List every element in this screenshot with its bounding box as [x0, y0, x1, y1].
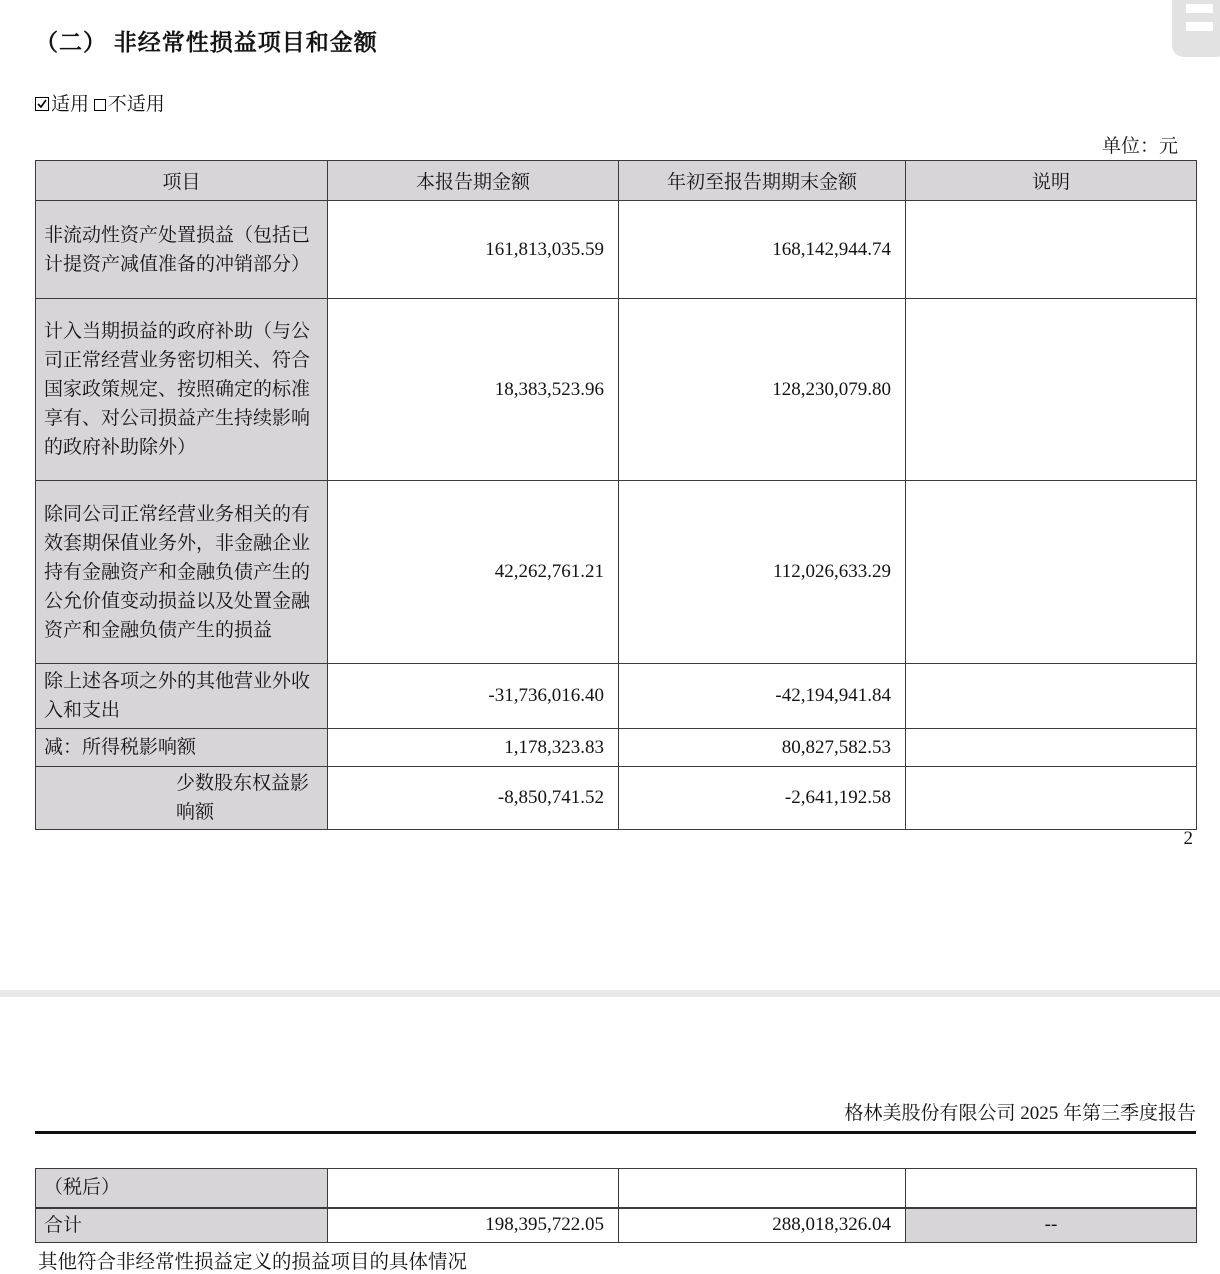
col-header-note: 说明 [906, 161, 1197, 201]
current-amount-cell [328, 1169, 619, 1208]
current-amount-cell: -31,736,016.40 [328, 664, 619, 729]
total-current-amount-cell: 198,395,722.05 [328, 1208, 619, 1243]
ytd-amount-cell: 168,142,944.74 [619, 201, 906, 299]
menu-icon [1186, 22, 1213, 31]
ytd-amount-cell: 112,026,633.29 [619, 481, 906, 664]
note-cell [906, 729, 1197, 767]
table-row [36, 201, 1197, 299]
note-cell [906, 664, 1197, 729]
col-header-current-period: 本报告期金额 [328, 161, 619, 201]
checked-checkbox-icon [35, 97, 49, 111]
running-header: 格林美股份有限公司 2025 年第三季度报告 [844, 1103, 1196, 1124]
table-row [36, 299, 1197, 481]
col-header-item: 项目 [36, 161, 328, 201]
page-number: 2 [1183, 828, 1193, 849]
note-cell [906, 1169, 1197, 1208]
ytd-amount-cell [619, 1169, 906, 1208]
ytd-amount-cell: -42,194,941.84 [619, 664, 906, 729]
table-header-row [36, 161, 1197, 201]
table-row [36, 481, 1197, 664]
note-cell [906, 767, 1197, 830]
table-row [36, 729, 1197, 767]
header-rule [35, 1131, 1196, 1134]
unit-label: 单位：元 [1101, 136, 1178, 157]
applicable-label: 适用 [51, 94, 90, 115]
col-header-ytd: 年初至报告期期末金额 [619, 161, 906, 201]
total-row [36, 1208, 1197, 1243]
current-amount-cell: 42,262,761.21 [328, 481, 619, 664]
current-amount-cell: 1,178,323.83 [328, 729, 619, 767]
table-row [36, 664, 1197, 729]
item-cell: 除同公司正常经营业务相关的有效套期保值业务外，非金融企业持有金融资产和金融负债产生的公允价值变动损益以及处置金融资产和金融负债产生的损益 [36, 481, 328, 664]
item-cell: 少数股东权益影响额 [36, 767, 328, 830]
item-cell: 非流动性资产处置损益（包括已计提资产减值准备的冲销部分） [36, 201, 328, 299]
section-title: （二） 非经常性损益项目和金额 [35, 30, 378, 55]
total-ytd-amount-cell: 288,018,326.04 [619, 1208, 906, 1243]
continuation-table [35, 1168, 1197, 1243]
note-cell [906, 299, 1197, 481]
non-recurring-items-table [35, 160, 1197, 830]
applicability-line [35, 89, 165, 116]
item-cell: 除上述各项之外的其他营业外收入和支出 [36, 664, 328, 729]
note-cell [906, 481, 1197, 664]
table-row [36, 767, 1197, 830]
menu-icon [1186, 4, 1213, 13]
total-label-cell: 合计 [36, 1208, 328, 1243]
empty-checkbox-icon [94, 99, 106, 111]
item-cell: 减：所得税影响额 [36, 729, 328, 767]
page-gap-band [0, 990, 1220, 997]
ytd-amount-cell: -2,641,192.58 [619, 767, 906, 830]
ytd-amount-cell: 128,230,079.80 [619, 299, 906, 481]
total-note-cell: -- [906, 1208, 1197, 1243]
not-applicable-label: 不适用 [107, 94, 165, 115]
current-amount-cell: 161,813,035.59 [328, 201, 619, 299]
current-amount-cell: 18,383,523.96 [328, 299, 619, 481]
current-amount-cell: -8,850,741.52 [328, 767, 619, 830]
note-cell [906, 201, 1197, 299]
item-cell: 计入当期损益的政府补助（与公司正常经营业务密切相关、符合国家政策规定、按照确定的标准享有、对公司损益产生持续影响的政府补助除外） [36, 299, 328, 481]
clipped-footer-text: 其他符合非经常性损益定义的损益项目的具体情况 [38, 1252, 468, 1273]
table-row [36, 1169, 1197, 1208]
ytd-amount-cell: 80,827,582.53 [619, 729, 906, 767]
menu-button[interactable] [1172, 0, 1220, 57]
item-cell: （税后） [36, 1169, 328, 1208]
